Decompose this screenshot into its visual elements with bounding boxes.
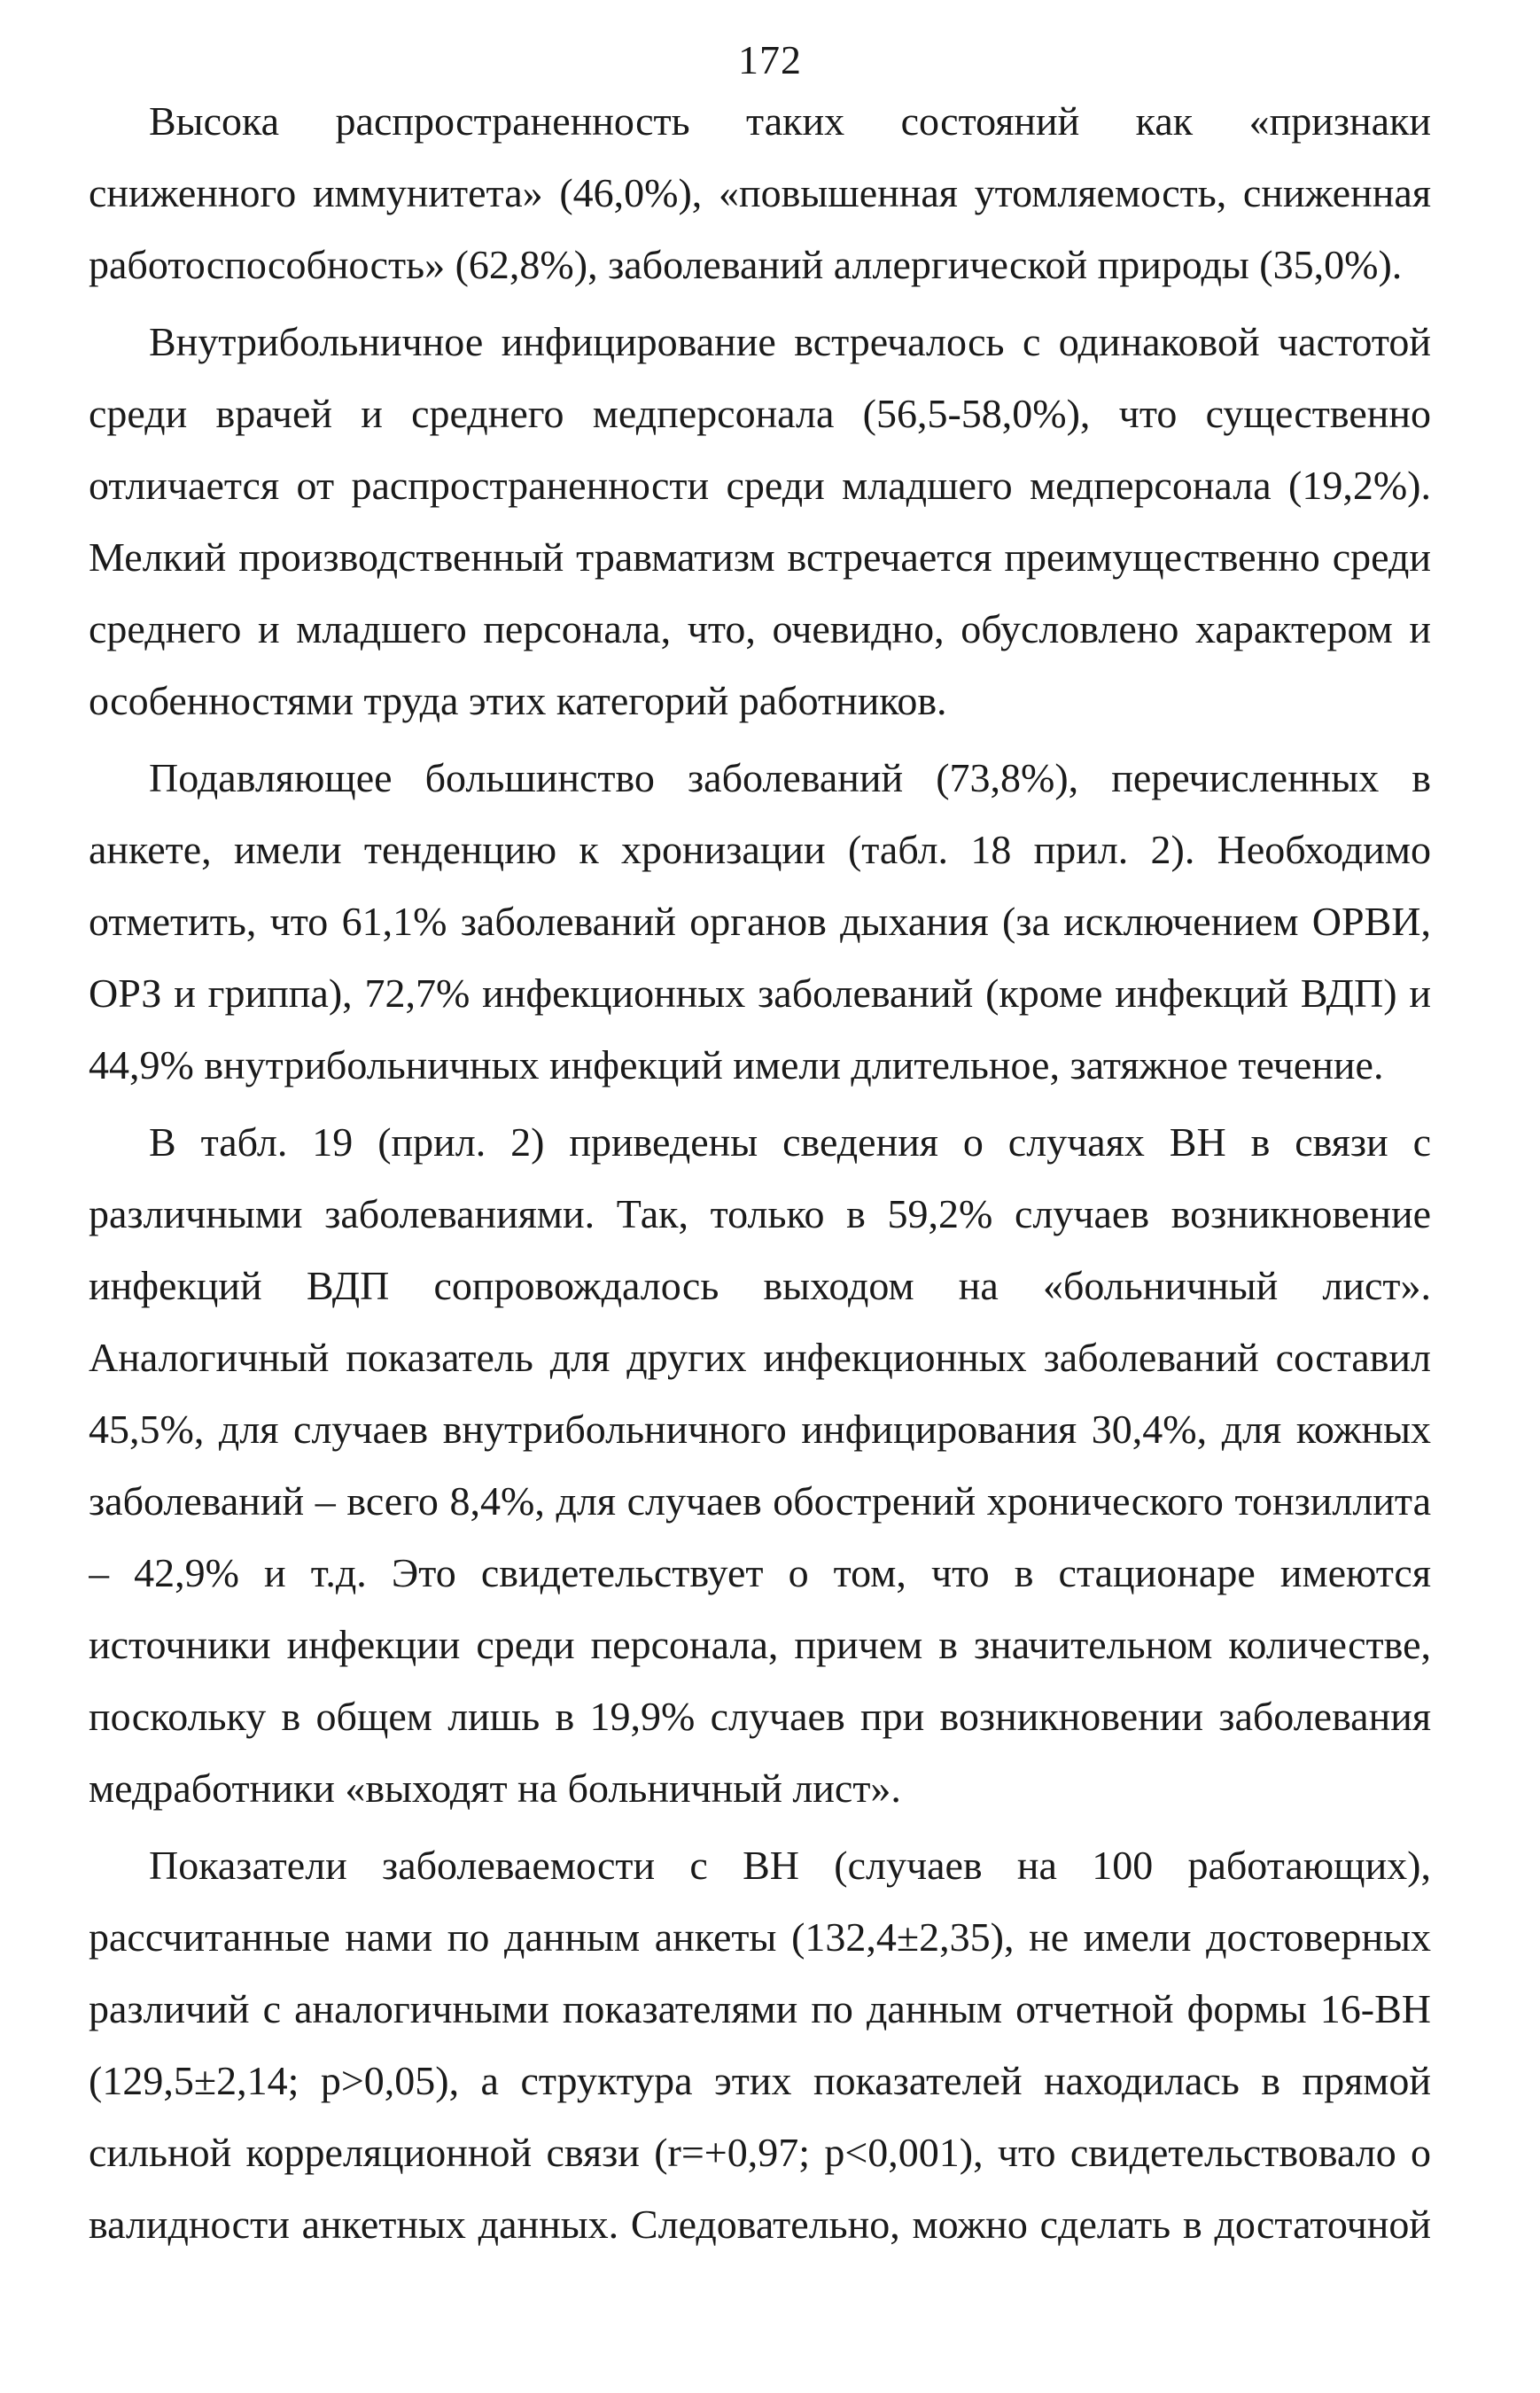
text-line: среди врачей и среднего медперсонала (56,5-58,0%), что существенно	[89, 391, 1431, 436]
text-line: Внутрибольничное инфицирование встречалось с одинаковой частотой	[149, 319, 1431, 364]
text-line: – 42,9% и т.д. Это свидетельствует о том, что в стационаре имеются	[89, 1550, 1431, 1595]
text-line: валидности анкетных данных. Следовательно, можно сделать в достаточной	[89, 2202, 1431, 2247]
body-text	[89, 85, 1431, 2260]
text-line: источники инфекции среди персонала, причем в значительном количестве,	[89, 1622, 1431, 1667]
text-line: заболеваний – всего 8,4%, для случаев обострений хронического тонзиллита	[89, 1478, 1431, 1524]
text-line: В табл. 19 (прил. 2) приведены сведения о случаях ВН в связи с	[149, 1119, 1431, 1165]
page-number: 172	[738, 37, 802, 82]
text-line: поскольку в общем лишь в 19,9% случаев при возникновении заболевания	[89, 1694, 1431, 1739]
text-line: сниженного иммунитета» (46,0%), «повышенная утомляемость, сниженная	[89, 170, 1431, 215]
text-line: различий с аналогичными показателями по данным отчетной формы 16-ВН	[89, 1986, 1431, 2031]
text-line: различными заболеваниями. Так, только в 59,2% случаев возникновение	[89, 1191, 1431, 1236]
text-line: (129,5±2,14; p>0,05), а структура этих показателей находилась в прямой	[89, 2058, 1431, 2103]
text-line: отметить, что 61,1% заболеваний органов дыхания (за исключением ОРВИ,	[89, 899, 1431, 944]
text-line: отличается от распространенности среди младшего медперсонала (19,2%).	[89, 463, 1431, 508]
text-line: ОРЗ и гриппа), 72,7% инфекционных заболеваний (кроме инфекций ВДП) и	[89, 970, 1431, 1016]
text-line: работоспособность» (62,8%), заболеваний аллергической природы (35,0%).	[89, 242, 1403, 287]
text-line: медработники «выходят на больничный лист».	[89, 1766, 901, 1811]
text-line: Аналогичный показатель для других инфекционных заболеваний составил	[89, 1335, 1431, 1380]
text-line: особенностями труда этих категорий работников.	[89, 678, 947, 723]
text-line: сильной корреляционной связи (r=+0,97; p<0,001), что свидетельствовало о	[89, 2130, 1431, 2175]
text-line: инфекций ВДП сопровождалось выходом на «больничный лист».	[89, 1263, 1431, 1308]
text-line: 45,5%, для случаев внутрибольничного инфицирования 30,4%, для кожных	[89, 1407, 1431, 1452]
text-line: 44,9% внутрибольничных инфекций имели длительное, затяжное течение.	[89, 1042, 1384, 1087]
text-line: анкете, имели тенденцию к хронизации (табл. 18 прил. 2). Необходимо	[89, 827, 1431, 872]
text-line: среднего и младшего персонала, что, очевидно, обусловлено характером и	[89, 606, 1431, 651]
text-line: Показатели заболеваемости с ВН (случаев на 100 работающих),	[149, 1843, 1431, 1888]
text-line: Подавляющее большинство заболеваний (73,8%), перечисленных в	[149, 755, 1431, 800]
text-line: рассчитанные нами по данным анкеты (132,4±2,35), не имели достоверных	[89, 1914, 1431, 1960]
text-line: Высока распространенность таких состояний как «признаки	[149, 98, 1431, 144]
text-line: Мелкий производственный травматизм встречается преимущественно среди	[89, 534, 1431, 580]
